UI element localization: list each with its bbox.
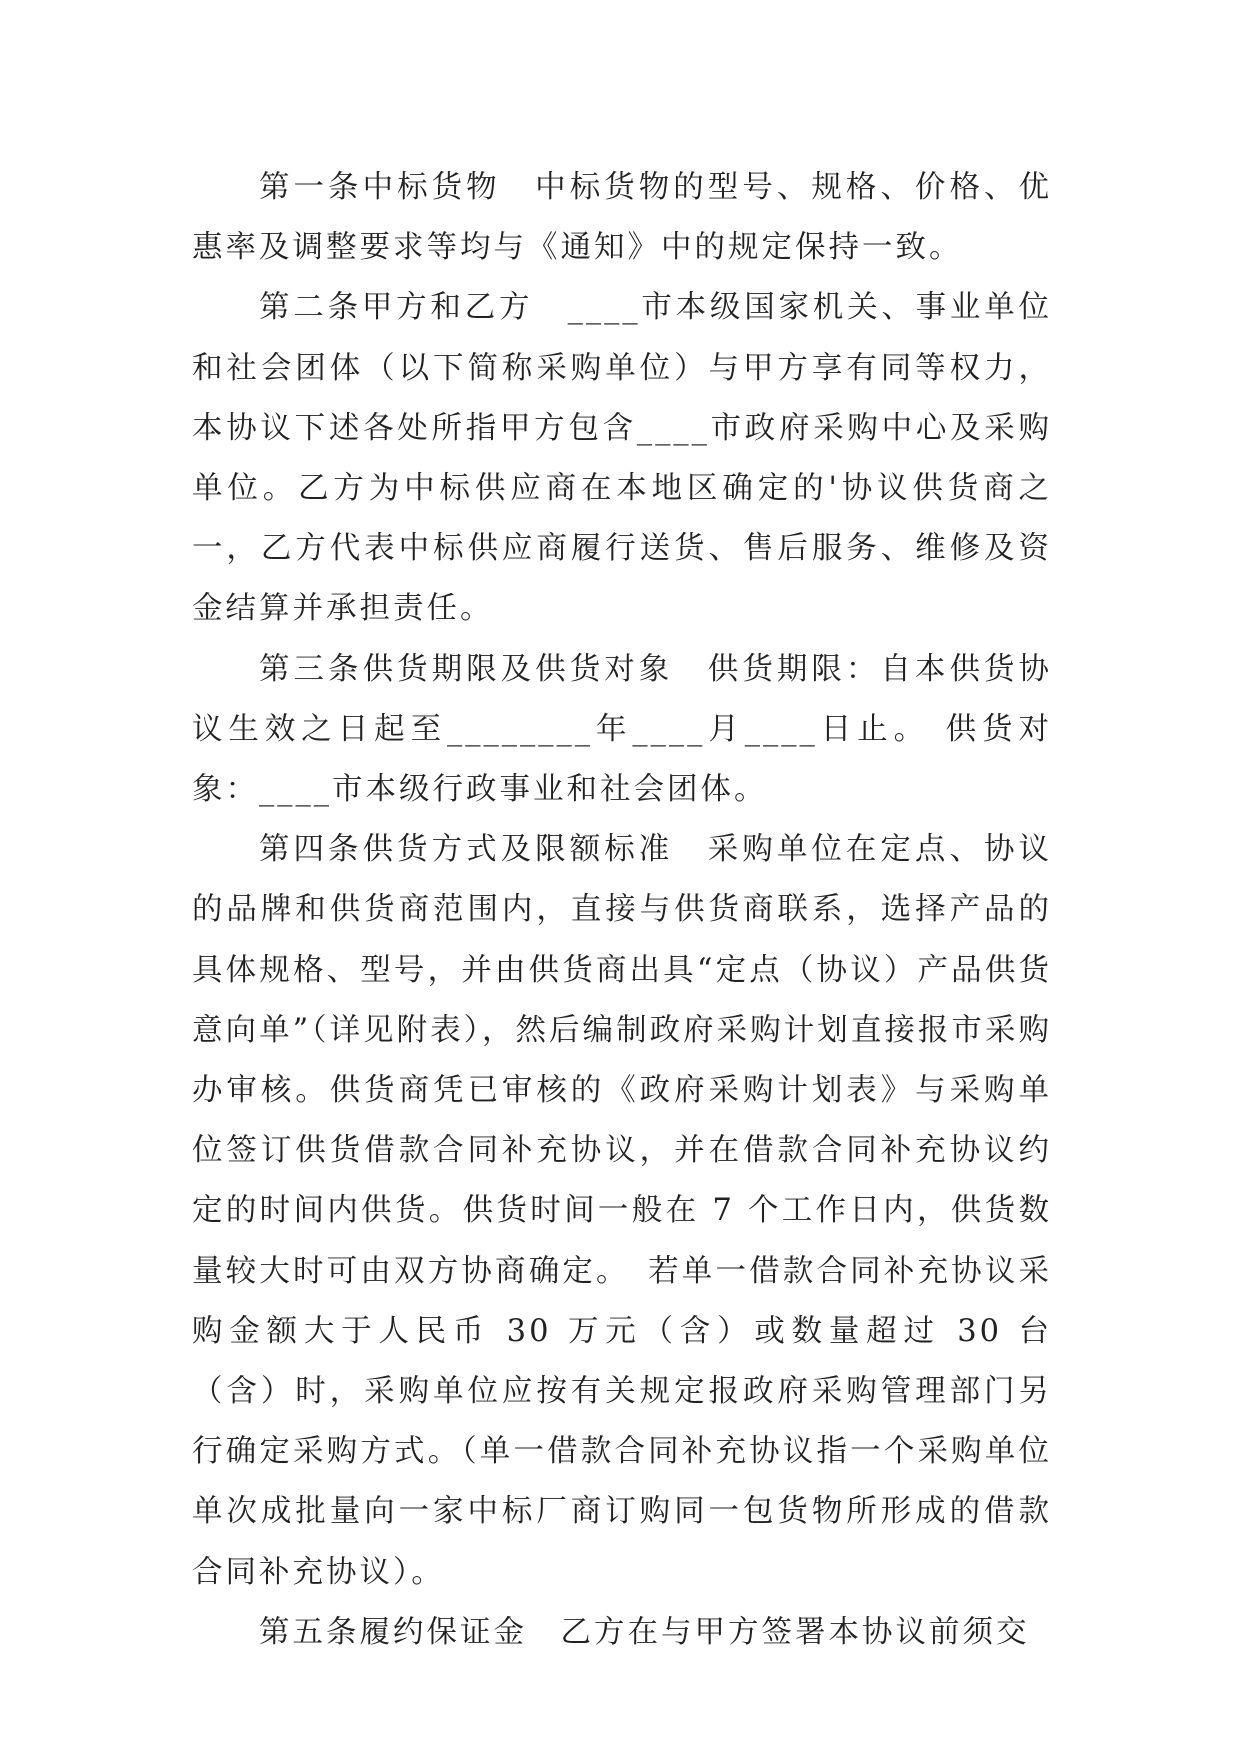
article-4-paragraph: 第四条供货方式及限额标准 采购单位在定点、协议的品牌和供货商范围内，直接与供货商联系，选择产品的具体规格、型号，并由供货商出具“定点（协议）产品供货意向单”（详见附表），然后编制政府采购计划直接报市采购办审核。供货商凭已审核的《政府采购计划表》与采购单位签订供货借款合同补充协议，并在借款合同补充协议约定的时间内供货。供货时间一般在 7 个工作日内，供货数量较大时可由双方协商确定。 若单一借款合同补充协议采购金额大于人民币 30 万元（含）或数量超过 30 台（含）时，采购单位应按有关规定报政府采购管理部门另行确定采购方式。（单一借款合同补充协议指一个采购单位单次成批量向一家中标厂商订购同一包货物所形成的借款合同补充协议）。	[192, 832, 1052, 1590]
article-5-paragraph: 第五条履约保证金 乙方在与甲方签署本协议前须交	[259, 1614, 1030, 1650]
document-body	[192, 158, 1052, 1663]
article-2-paragraph: 第二条甲方和乙方 ____市本级国家机关、事业单位和社会团体（以下简称采购单位）与甲方享有同等权力，本协议下述各处所指甲方包含____市政府采购中心及采购单位。乙方为中标供应商在本地区确定的'协议供货商之一，乙方代表中标供应商履行送货、售后服务、维修及资金结算并承担责任。	[192, 290, 1052, 627]
article-1-paragraph: 第一条中标货物 中标货物的型号、规格、价格、优惠率及调整要求等均与《通知》中的规定保持一致。	[192, 170, 1052, 266]
article-3-paragraph: 第三条供货期限及供货对象 供货期限：自本供货协议生效之日起至________年____月____日止。 供货对象：____市本级行政事业和社会团体。	[192, 651, 1052, 808]
